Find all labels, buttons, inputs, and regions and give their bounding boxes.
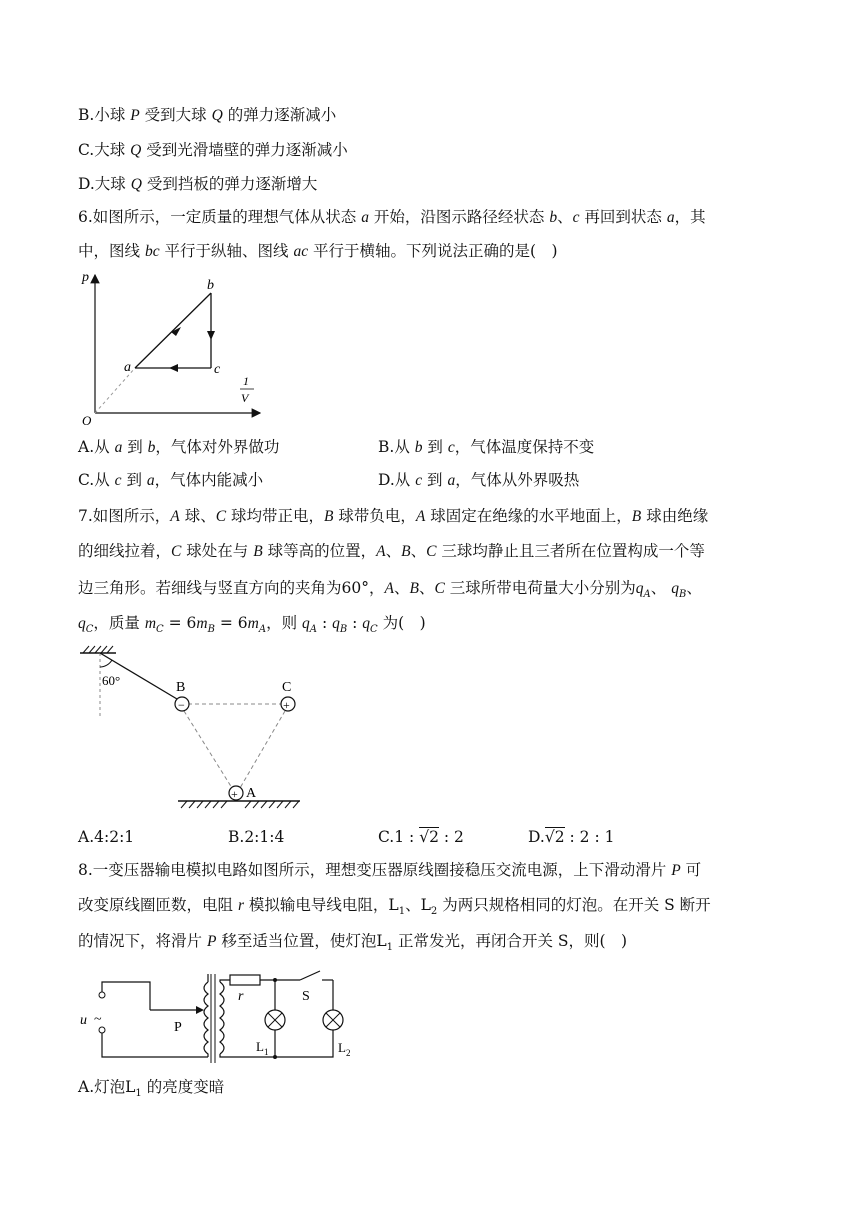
q8-transformer-circuit [78, 968, 378, 1068]
q6-pv-diagram [70, 265, 270, 430]
primary-coil [204, 982, 208, 1057]
q5-option-b: B.小球 P 受到大球 Q 的弹力逐渐减小 [78, 106, 337, 124]
x-label-den: V [241, 391, 249, 405]
label-c: C [282, 680, 292, 695]
lamp-l2-label: L [338, 1040, 346, 1055]
q6-stem-line1: 6.如图所示，一定质量的理想气体从状态 a 开始，沿图示路径经状态 b、c 再回到状态 a，其 [78, 208, 706, 226]
label-a: A [246, 786, 257, 801]
triangle-ca [240, 711, 285, 788]
q6-option-d[interactable]: D.从 c 到 a，气体从外界吸热 [378, 471, 580, 489]
p-label: p [82, 270, 89, 285]
q8-stem-line3: 的情况下，将滑片 P 移至适当位置，使灯泡$L_1$ 正常发光，再闭合开关 S，则( ) [78, 932, 628, 954]
q5-option-d: D.大球 Q 受到挡板的弹力逐渐增大 [78, 175, 318, 193]
point-c-label: c [214, 362, 221, 377]
q6-option-b[interactable]: B.从 b 到 c，气体温度保持不变 [378, 438, 595, 456]
svg-text:~: ~ [94, 1012, 102, 1027]
q7-option-c[interactable]: C.1 : √2 : 2 [378, 828, 464, 846]
angle-label: 60° [102, 673, 121, 688]
point-b-label: b [207, 278, 214, 293]
q8-option-a[interactable]: A.灯泡$L_1$ 的亮度变暗 [78, 1078, 225, 1100]
q7-option-d[interactable]: D.√2 : 2 : 1 [528, 828, 615, 846]
q5-option-c: C.大球 Q 受到光滑墙壁的弹力逐渐减小 [78, 141, 348, 159]
svg-text:+: + [283, 698, 290, 712]
q7-option-b[interactable]: B.2:1:4 [228, 828, 285, 846]
slider-p-label: P [174, 1020, 182, 1035]
q6-option-c[interactable]: C.从 c 到 a，气体内能减小 [78, 471, 264, 489]
triangle-ba [184, 711, 232, 788]
svg-text:2: 2 [346, 1048, 351, 1058]
q7-charge-diagram [78, 645, 308, 815]
switch-s [300, 971, 320, 980]
q7-stem-line3: 边三角形。若细线与竖直方向的夹角为60°，A、B、C 三球所带电荷量大小分别为$q_A$、 $q_B$、 [78, 579, 702, 601]
q7-stem-line4: $q_C$，质量 $m_C = 6m_B = 6m_A$，则 $q_A$ : $q_B$ : $q_C$ 为( ) [78, 614, 426, 636]
switch-s-label: S [302, 989, 310, 1004]
svg-text:+: + [231, 787, 238, 801]
origin-label: O [82, 413, 92, 428]
path-ab [135, 293, 211, 368]
svg-text:1: 1 [264, 1047, 269, 1057]
label-b: B [176, 680, 186, 695]
point-a-label: a [124, 360, 131, 375]
q6-stem-line2: 中，图线 bc 平行于纵轴、图线 ac 平行于横轴。下列说法正确的是( ) [78, 242, 558, 260]
secondary-coil [220, 982, 224, 1054]
q7-stem-line2: 的细线拉着，C 球处在与 B 球等高的位置，A、B、C 三球均静止且三者所在位置构成一个等 [78, 542, 705, 560]
svg-text:−: − [178, 698, 185, 712]
resistor-r [230, 975, 260, 985]
q8-stem-line1: 8.一变压器输电模拟电路如图所示，理想变压器原线圈接稳压交流电源，上下滑动滑片 P 可 [78, 861, 702, 879]
source-u-label: u [80, 1013, 87, 1028]
q6-option-a[interactable]: A.从 a 到 b，气体对外界做功 [78, 438, 280, 456]
q7-stem-line1: 7.如图所示，A 球、C 球均带正电，B 球带负电，A 球固定在绝缘的水平地面上，B 球由绝缘 [78, 507, 709, 525]
x-label-num: 1 [243, 374, 249, 388]
resistor-r-label: r [238, 989, 244, 1004]
q8-stem-line2: 改变原线圈匝数，电阻 r 模拟输电导线电阻，$L_1$、$L_2$ 为两只规格相同的灯泡。在开关 S 断开 [78, 896, 711, 918]
lamp-l1-label: L [256, 1039, 264, 1054]
q7-option-a[interactable]: A.4:2:1 [78, 828, 135, 846]
